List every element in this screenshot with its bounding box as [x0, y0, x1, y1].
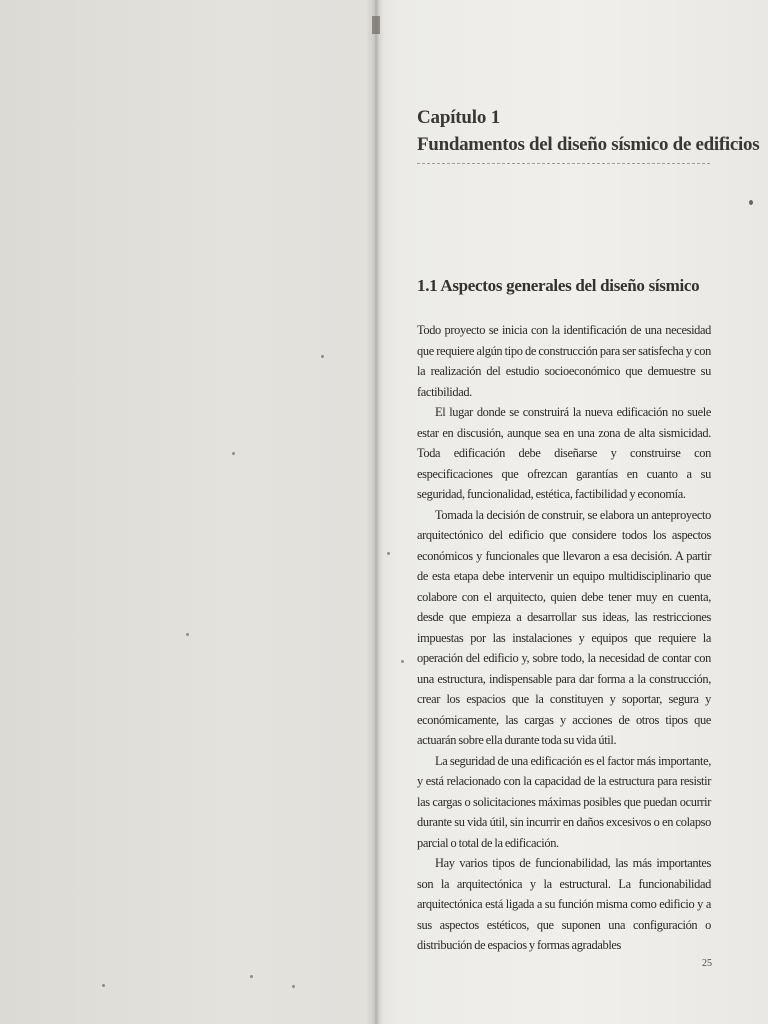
paragraph: El lugar donde se construirá la nueva edificación no suele estar en discusión, aunque sea en una zona de alta sismicidad. Toda edificación debe diseñarse y construirse con especificaciones que ofrezcan garantías en cuanto a su seguridad, funcionalidad, estética, factibilidad y economía. [417, 405, 711, 501]
scan-speck [250, 975, 253, 978]
section-heading: 1.1 Aspectos generales del diseño sísmico [417, 276, 700, 295]
scan-speck [749, 200, 753, 205]
paragraph: Tomada la decisión de construir, se elabora un anteproyecto arquitectónico del edificio que considere todos los aspectos económicos y funcionales que llevaron a esa decisión. A partir de esta etapa debe intervenir un equipo multidisciplinario que colabore con el arquitecto, quien debe tener muy en cuenta, desde que empieza a desarrollar sus ideas, las restricciones impuestas por las instalaciones y equipos que requiere la operación del edificio y, sobre todo, la necesidad de contar con una estructura, indispensable para dar forma a la construcción, crear los espacios que la constituyen y soportar, segura y económicamente, las cargas y acciones de otros tipos que actuarán sobre ella durante toda su vida útil. [417, 507, 711, 747]
chapter-title: Fundamentos del diseño sísmico de edificios [417, 134, 760, 155]
scan-speck [292, 985, 295, 988]
book-gutter [366, 0, 384, 1024]
gutter-mark [372, 16, 380, 34]
scan-speck [321, 355, 324, 358]
scan-speck [387, 552, 390, 555]
chapter-label: Capítulo 1 [417, 107, 500, 128]
scan-speck [186, 633, 189, 636]
paragraph: La seguridad de una edificación es el factor más importante, y está relacionado con la capacidad de la estructura para resistir las cargas o solicitaciones máximas posibles que puedan ocurrir durante su vida útil, sin incurrir en daños excesivos o en colapso parcial o total de la edificación. [417, 753, 711, 850]
scan-speck [401, 660, 404, 663]
page-number: 25 [702, 958, 712, 969]
paragraph: Todo proyecto se inicia con la identificación de una necesidad que requiere algún tipo de construcción para ser satisfecha y con la realización del estudio socioeconómico que demuestre su factibilidad. [417, 323, 711, 399]
right-page [417, 105, 760, 952]
title-rule [417, 163, 711, 164]
scan-speck [232, 452, 235, 455]
paragraph: Hay varios tipos de funcionabilidad, las más importantes son la arquitectónica y la estructural. La funcionabilidad arquitectónica está ligada a su función misma como edificio y a sus aspectos estéticos, que suponen una configuración o distribución de espacios y formas agradables [417, 856, 711, 952]
body-text [417, 320, 711, 956]
scan-speck [102, 984, 105, 987]
